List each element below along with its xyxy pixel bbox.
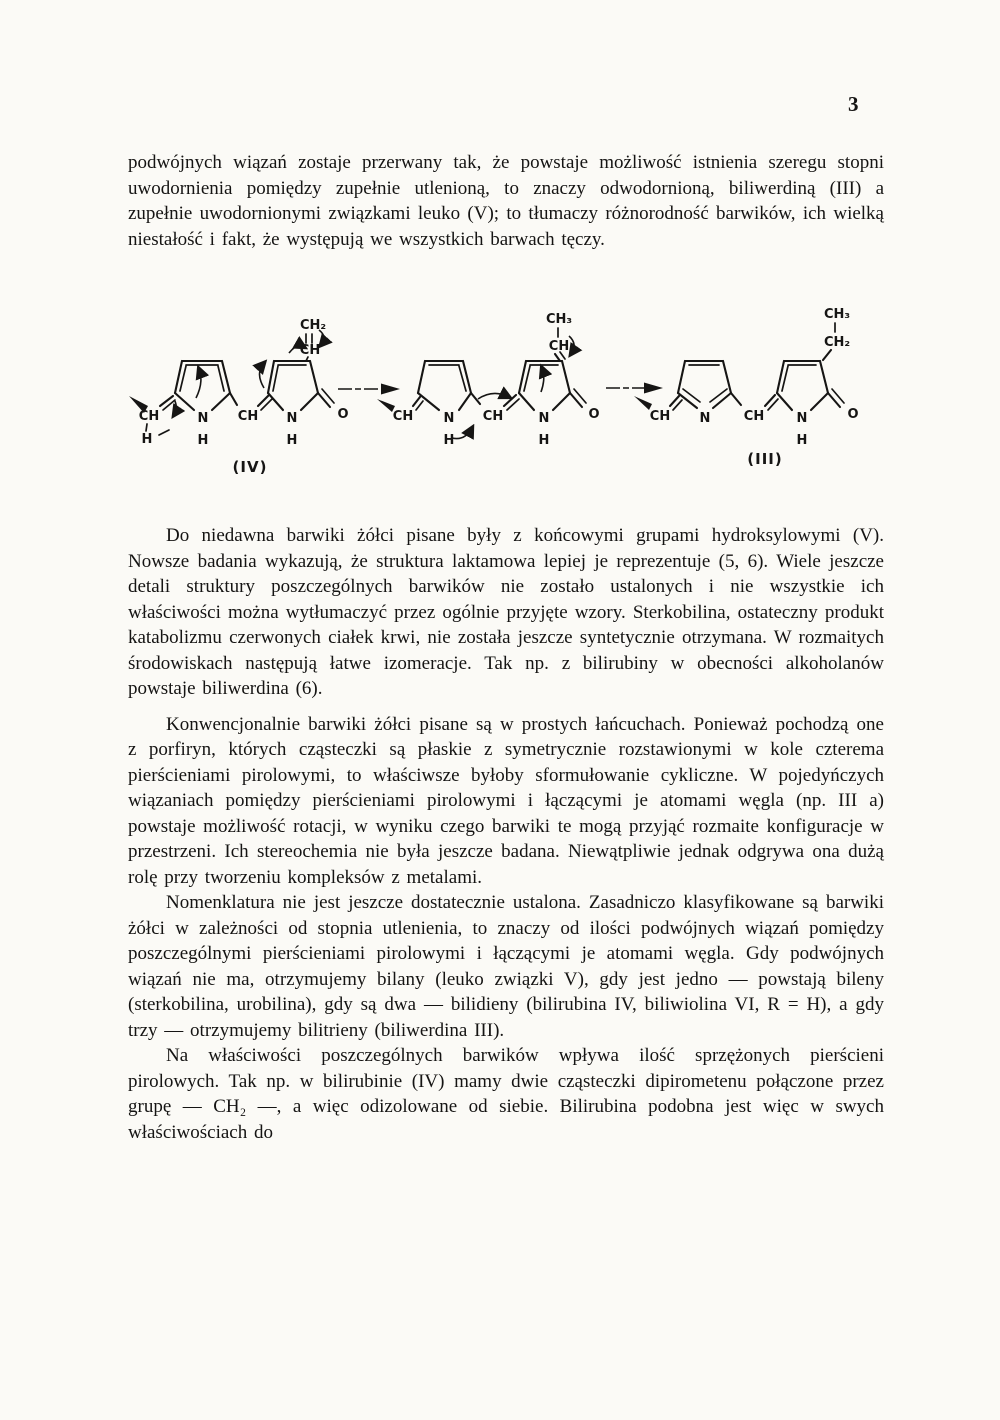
atom-label-ch: CH (548, 339, 570, 354)
atom-label-ch: CH (392, 409, 414, 424)
atom-label-o: O (588, 407, 600, 422)
atom-label-n: N (443, 411, 455, 426)
page-number: 3 (848, 92, 859, 116)
atom-label-n: N (699, 411, 711, 426)
atom-label-ch: CH (743, 409, 765, 424)
atom-label-h: H (197, 433, 209, 448)
reaction-scheme (122, 296, 912, 486)
atom-label-h: H (538, 433, 550, 448)
wedge-bond (634, 396, 652, 410)
paragraph-4: Nomenklatura nie jest jeszcze dostatecznie ustalona. Zasadniczo klasyfikowane są barwiki żółci w zależności od stopnia utlenienia, to znaczy od ilości podwójnych wiązań pomiędzy poszczególnymi pierścieniami pirolowymi i łączącymi je atomami węgla. Gdy podwójnych wiązań nie ma, otrzymujemy bilany (leuko związki V), gdy jest jedno — powstają bileny (sterkobilina, urobilina), gdy są dwa — bilidieny (bilirubina IV, biliwiolina VI, R = H), a gdy trzy — otrzymujemy bilitrieny (biliwerdina III). (128, 892, 884, 1041)
reaction-scheme-figure (122, 296, 912, 486)
structure-label-iv: (IV) (232, 458, 268, 476)
atom-label-h: H (141, 432, 153, 447)
paragraph-2: Do niedawna barwiki żółci pisane były z końcowymi grupami hydroksylowymi (V). Nowsze badania wykazują, że struktura laktamowa lepiej je reprezentuje (5, 6). Wiele jeszcze detali struktury poszczególnych barwików nie zostało ustalonych i nie wszystkie ich właściwości można wytłumaczyć przez ogólnie przyjęte wzory. Sterkobilina, ostateczny produkt katabolizmu czerwonych ciałek krwi, nie została jeszcze syntetycznie otrzymana. W rozmaitych środowiskach następują łatwe izomeracje. Tak np. z bilirubiny w obecności alkoholanów powstaje biliwerdina (6). (128, 525, 884, 699)
atom-label-ch2: CH₂ (823, 335, 851, 350)
atom-label-ch: CH (138, 409, 160, 424)
atom-label-h: H (286, 433, 298, 448)
atom-label-ch: CH (482, 409, 504, 424)
reaction-arrow-2 (606, 383, 663, 394)
atom-label-ch: CH (299, 343, 321, 358)
structure-label-iii: (III) (747, 450, 783, 468)
atom-label-h: H (796, 433, 808, 448)
atom-label-ch: CH (237, 409, 259, 424)
structure-intermediate (377, 312, 600, 448)
reaction-arrow-1 (338, 384, 400, 395)
paragraph-5: Na właściwości poszczególnych barwików wpływa ilość sprzężonych pierścieni pirolowych. Tak np. w bilirubinie (IV) mamy dwie cząsteczki dipirometenu połączone przez grupę — CH₂ —, a więc odizolowane od siebie. Bilirubina podobna jest więc w swych właściwościach do (128, 1045, 884, 1143)
atom-label-ch3: CH₃ (823, 307, 851, 322)
atom-label-n: N (286, 411, 298, 426)
atom-label-o: O (337, 407, 349, 422)
structure-iii (634, 307, 859, 468)
atom-label-n: N (538, 411, 550, 426)
atom-label-ch2: CH₂ (299, 318, 327, 333)
body-text (128, 150, 884, 1145)
atom-label-n: N (197, 411, 209, 426)
paragraph-1: podwójnych wiązań zostaje przerwany tak, że powstaje możliwość istnienia szeregu stopni uwodornienia pomiędzy zupełnie utlenioną, to znaczy odwodornioną, biliwerdiną (III) a zupełnie uwodornionymi związkami leuko (V); to tłumaczy różnorodność barwików, ich wielką niestałość i fakt, że występują we wszystkich barwach tęczy. (128, 152, 884, 250)
atom-label-ch: CH (649, 409, 671, 424)
atom-label-ch3: CH₃ (545, 312, 573, 327)
atom-label-h: H (443, 433, 455, 448)
atom-label-n: N (796, 411, 808, 426)
atom-label-o: O (847, 407, 859, 422)
structure-iv (129, 318, 349, 476)
paragraph-3: Konwencjonalnie barwiki żółci pisane są w prostych łańcuchach. Ponieważ pochodzą one z porfiryn, których cząsteczki są płaskie z symetrycznie rozstawionymi w kole czterema pierścieniami pirolowymi, to właściwsze byłoby sformułowanie cykliczne. W pojedyńczych wiązaniach pomiędzy pierścieniami pirolowymi i łączącymi je atomami węgla (np. III a) powstaje możliwość rotacji, w wyniku czego barwiki te mogą przyjąć rozmaite konfiguracje w przestrzeni. Ich stereochemia nie była jeszcze badana. Niewątpliwie jednak odgrywa ona dużą rolę przy tworzeniu kompleksów z metalami. (128, 713, 884, 888)
